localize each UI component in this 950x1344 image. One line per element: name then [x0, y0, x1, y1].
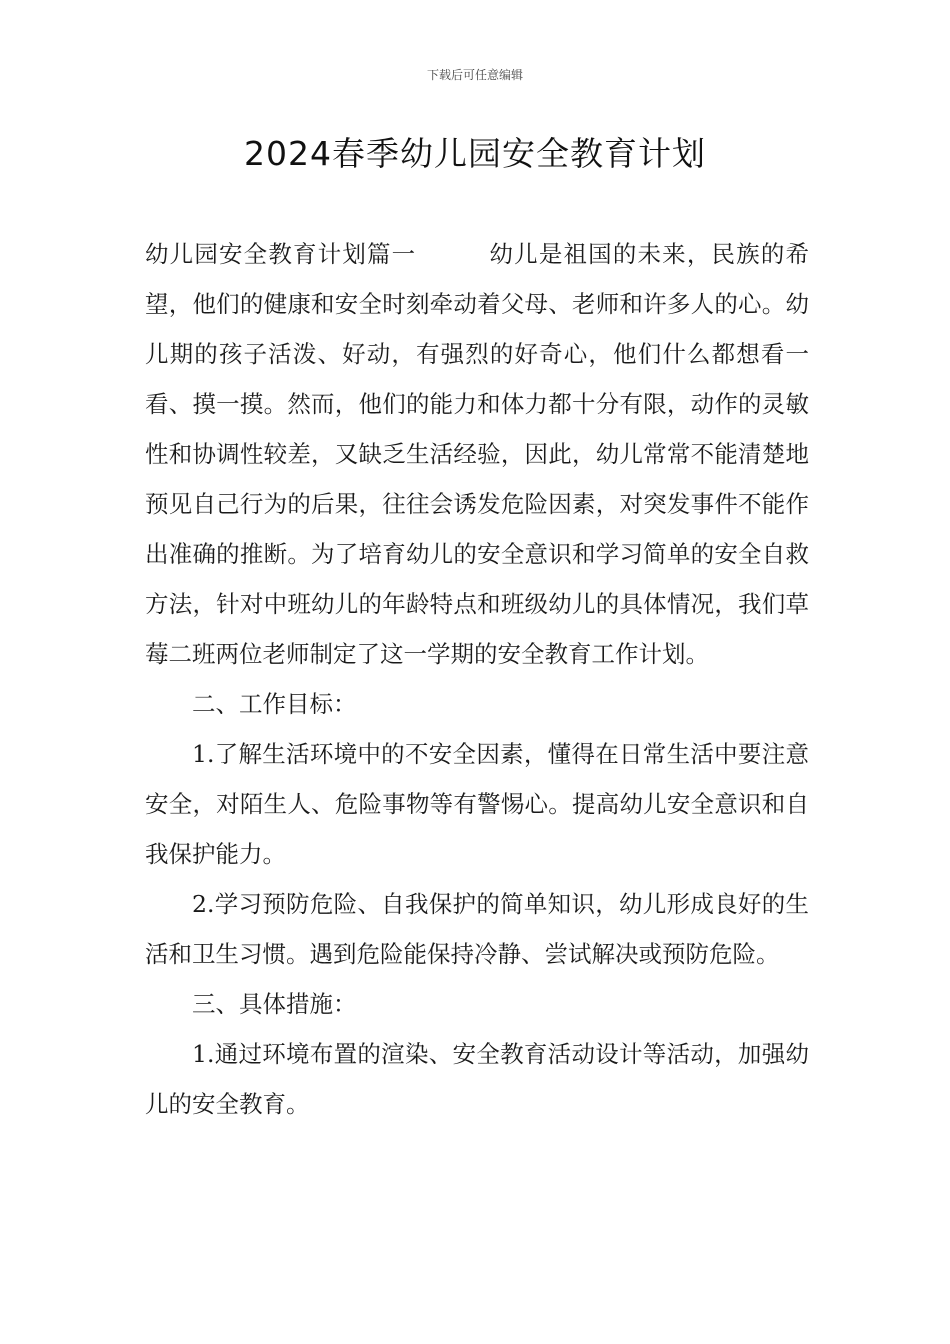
document-body [145, 229, 809, 1129]
goal-1-paragraph: 1.了解生活环境中的不安全因素，懂得在日常生活中要注意安全，对陌生人、危险事物等有警惕心。提高幼儿安全意识和自我保护能力。 [145, 740, 809, 868]
intro-label: 幼儿园安全教育计划篇一 [145, 240, 417, 268]
goal-2-paragraph: 2.学习预防危险、自我保护的简单知识，幼儿形成良好的生活和卫生习惯。遇到危险能保持冷静、尝试解决或预防危险。 [145, 890, 809, 968]
intro-paragraph [145, 229, 809, 679]
section3-heading: 三、具体措施： [192, 990, 357, 1018]
measure-1-paragraph: 1.通过环境布置的渲染、安全教育活动设计等活动，加强幼儿的安全教育。 [145, 1040, 809, 1118]
header-note: 下载后可任意编辑 [426, 68, 523, 82]
document-title: 2024春季幼儿园安全教育计划 [244, 134, 706, 173]
intro-text: 幼儿是祖国的未来，民族的希望，他们的健康和安全时刻牵动着父母、老师和许多人的心。幼儿期的孩子活泼、好动，有强烈的好奇心，他们什么都想看一看、摸一摸。然而，他们的能力和体力都十分有限，动作的灵敏性和协调性较差，又缺乏生活经验，因此，幼儿常常不能清楚地预见自己行为的后果，往往会诱发危险因素，对突发事件不能作出准确的推断。为了培育幼儿的安全意识和学习简单的安全自救方法，针对中班幼儿的年龄特点和班级幼儿的具体情况，我们草莓二班两位老师制定了这一学期的安全教育工作计划。 [145, 240, 810, 668]
section2-heading: 二、工作目标： [192, 690, 357, 718]
